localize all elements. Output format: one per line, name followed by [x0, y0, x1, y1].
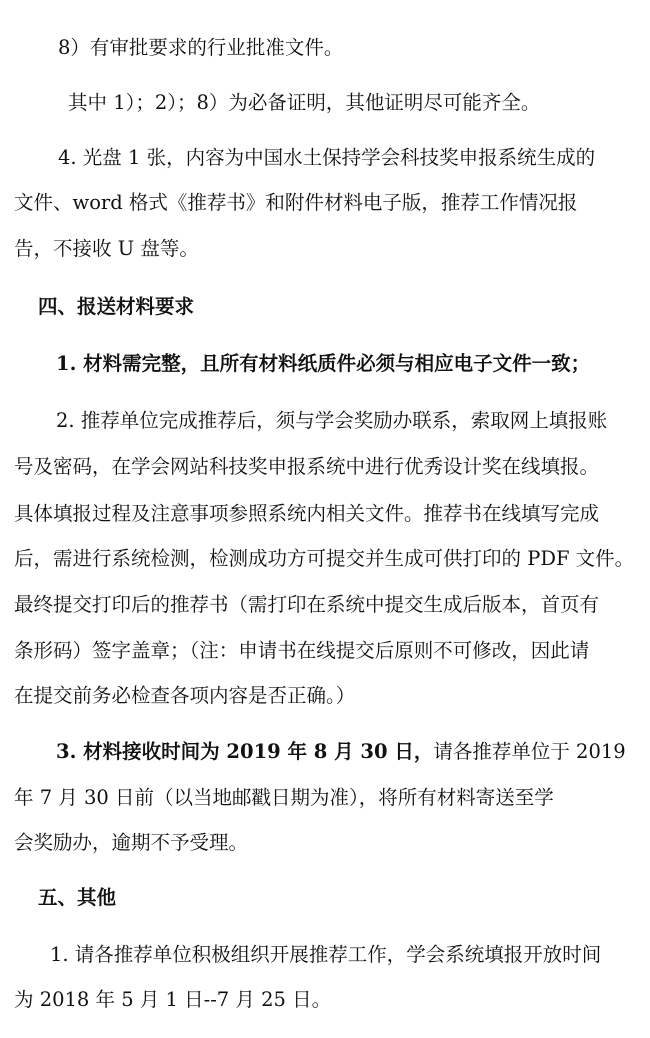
requirement-3-instruction: 请各推荐单位于 2019	[433, 740, 626, 763]
requirement-3-line-1	[56, 739, 626, 765]
requirement-2-line-7: 在提交前务必检查各项内容是否正确。）	[14, 684, 356, 707]
item-4-line-1: 4. 光盘 1 张，内容为中国水土保持学会科技奖申报系统生成的	[58, 146, 596, 169]
section-4-heading: 四、报送材料要求	[38, 295, 195, 318]
item-4-line-3: 告，不接收 U 盘等。	[14, 237, 199, 260]
requirement-2-line-5: 最终提交打印后的推荐书（需打印在系统中提交生成后版本，首页有	[14, 593, 600, 616]
requirement-1: 1. 材料需完整，且所有材料纸质件必须与相应电子文件一致；	[56, 352, 591, 375]
requirement-2-line-4: 后，需进行系统检测，检测成功方可提交并生成可供打印的 PDF 文件。	[14, 547, 635, 570]
requirement-3-line-3: 会奖励办，逾期不予受理。	[14, 831, 249, 854]
requirement-3-deadline: 3. 材料接收时间为 2019 年 8 月 30 日，	[56, 740, 434, 763]
requirement-2-line-1: 2. 推荐单位完成推荐后，须与学会奖励办联系，索取网上填报账	[56, 409, 608, 432]
requirement-3-line-2: 年 7 月 30 日前（以当地邮戳日期为准），将所有材料寄送至学	[14, 786, 554, 809]
other-1-line-2: 为 2018 年 5 月 1 日--7 月 25 日。	[14, 988, 332, 1011]
item-4-line-2: 文件、word 格式《推荐书》和附件材料电子版，推荐工作情况报	[14, 191, 578, 214]
item-8: 8）有审批要求的行业批准文件。	[58, 36, 344, 59]
section-5-heading: 五、其他	[38, 886, 117, 909]
other-1-line-1: 1. 请各推荐单位积极组织开展推荐工作，学会系统填报开放时间	[50, 943, 602, 966]
note-required-certificates: 其中 1）；2）；8）为必备证明，其他证明尽可能齐全。	[68, 91, 541, 114]
requirement-2-line-6: 条形码）签字盖章；（注：申请书在线提交后原则不可修改，因此请	[14, 639, 590, 662]
requirement-2-line-3: 具体填报过程及注意事项参照系统内相关文件。推荐书在线填写完成	[14, 502, 600, 525]
requirement-2-line-2: 号及密码，在学会网站科技奖申报系统中进行优秀设计奖在线填报。	[14, 455, 600, 478]
